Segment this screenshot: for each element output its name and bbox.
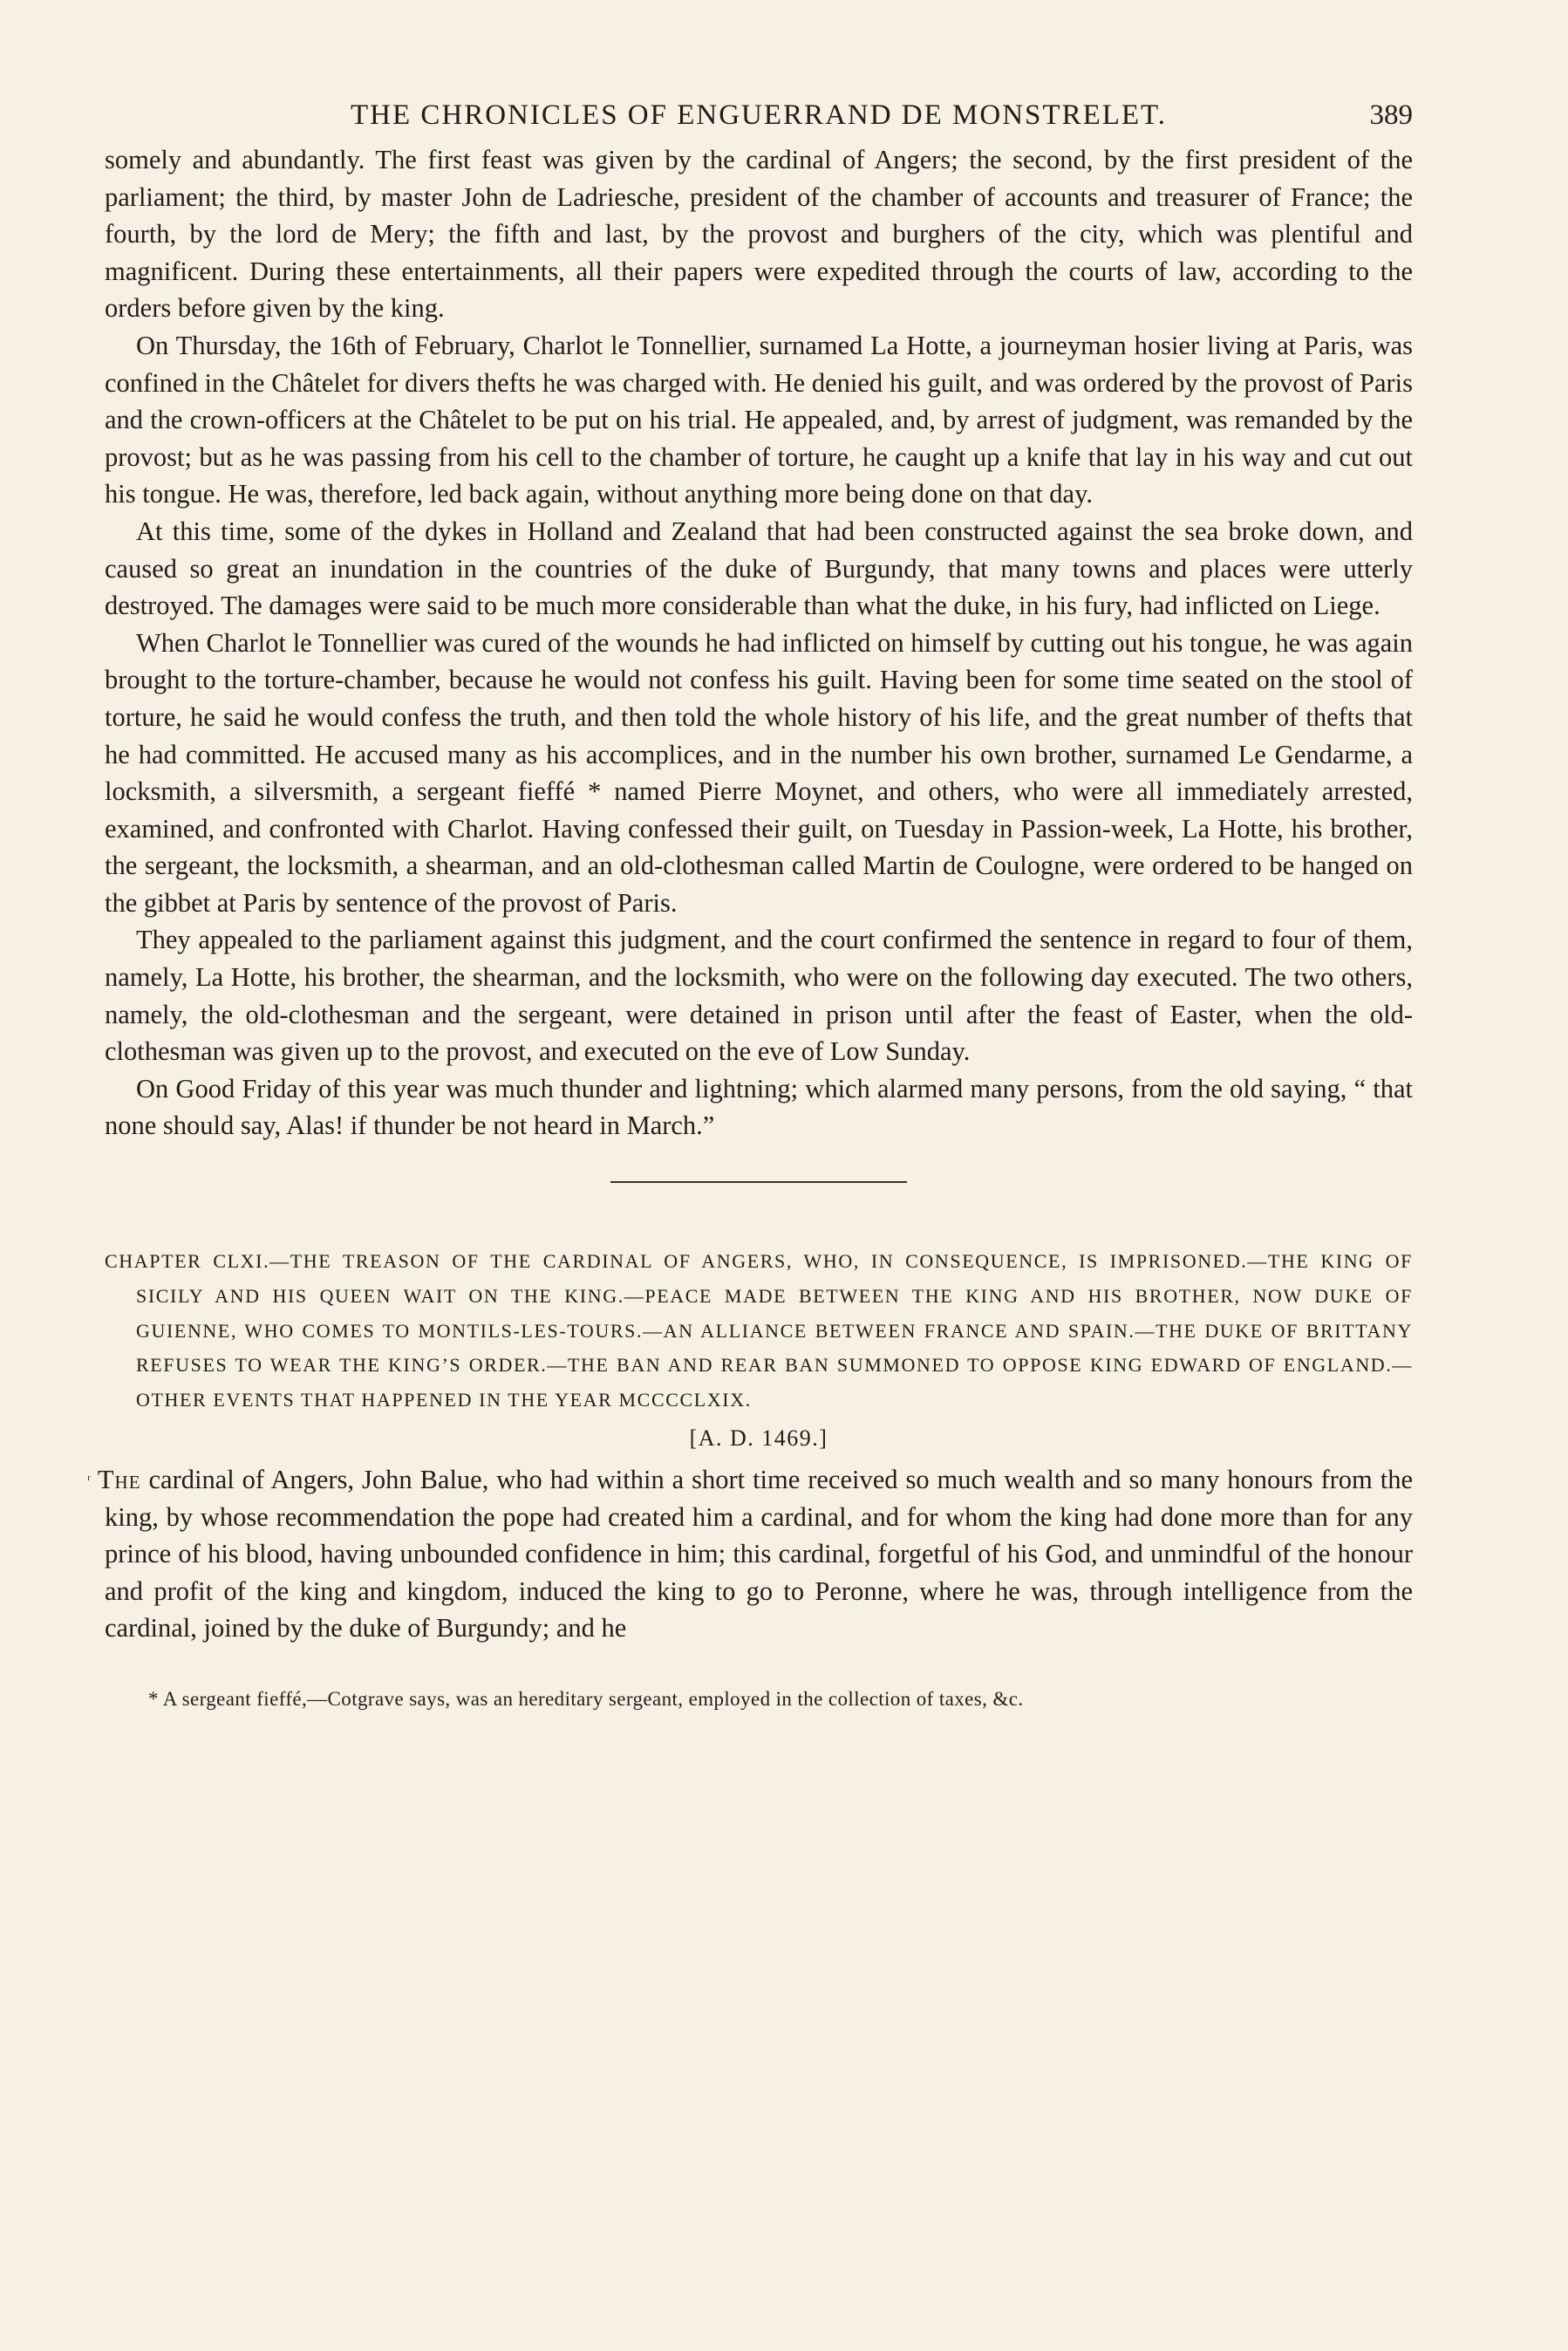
paragraph-5: They appealed to the parliament against this judgment, and the court confirmed the sentence in regard to four of them, namely, La Hotte, his brother, the shearman, and the locksmith, who were on the following day executed. The two others, namely, the old-clothesman and the sergeant, were detained in prison until after the feast of Easter, when the old-clothesman was given up to the provost, and executed on the eve of Low Sunday. [105, 925, 1413, 1067]
chapter-opening-word: The [97, 1465, 141, 1495]
paragraph-4: When Charlot le Tonnellier was cured of the wounds he had inflicted on himself by cutting out his tongue, he was again brought to the torture-chamber, because he would not confess his guilt. Having been for some time seated on the stool of torture, he said he would confess the truth, and then told the whole history of his life, and the great number of thefts that he had committed. He accused many as his accomplices, and in the number his own brother, surnamed Le Gendarme, a locksmith, a silversmith, a sergeant fieffé * named Pierre Moynet, and others, who were all immediately arrested, examined, and confronted with Charlot. Having confessed their guilt, on Tuesday in Passion-week, La Hotte, his brother, the sergeant, the locksmith, a shearman, and an old-clothesman called Martin de Coulogne, were ordered to be hanged on the gibbet at Paris by sentence of the provost of Paris. [105, 627, 1413, 918]
footnote: * A sergeant fieffé,—Cotgrave says, was an hereditary sergeant, employed in the collection of taxes, &c. [148, 1687, 1024, 1710]
paragraph-1: somely and abundantly. The first feast was given by the cardinal of Angers; the second, by the first president of the parliament; the third, by master John de Ladriesche, president of the chamber of accounts and treasurer of France; the fourth, by the lord de Mery; the fifth and last, by the provost and burghers of the city, which was plentiful and magnificent. During these entertainments, all their papers were expedited through the courts of law, according to the orders before given by the king. [105, 145, 1413, 324]
paragraph-3: At this time, some of the dykes in Holland and Zealand that had been constructed against the sea broke down, and caused so great an inundation in the countries of the duke of Burgundy, that many towns and places were utterly destroyed. The damages were said to be much more considerable than what the duke, in his fury, had inflicted on Liege. [105, 516, 1413, 621]
section-divider [610, 1181, 907, 1183]
page-number: 389 [1369, 99, 1413, 131]
book-page [87, 89, 1413, 1715]
paragraph-2: On Thursday, the 16th of February, Charlot le Tonnellier, surnamed La Hotte, a journeyman hosier living at Paris, was confined in the Châtelet for divers thefts he was charged with. He denied his guilt, and was ordered by the provost of Paris and the crown-officers at the Châtelet to be put on his trial. He appealed, and, by arrest of judgment, was remanded by the provost; but as he was passing from his cell to the chamber of torture, he caught up a knife that lay in his way and cut out his tongue. He was, therefore, led back again, without anything more being done on that day. [105, 330, 1413, 509]
body-text [105, 141, 1413, 1145]
paragraph-6: On Good Friday of this year was much thunder and lightning; which alarmed many persons, from the old saying, “ that none should say, Alas! if thunder be not heard in March.” [105, 1073, 1413, 1141]
running-title: THE CHRONICLES OF ENGUERRAND DE MONSTRELET. [350, 99, 1168, 131]
margin-mark: ʳ [87, 1471, 91, 1489]
running-header [105, 89, 1413, 141]
chapter-text [87, 1461, 1413, 1647]
chapter-paragraph [87, 1461, 1413, 1647]
chapter-paragraph-text: cardinal of Angers, John Balue, who had within a short time received so much wealth and so many honours from the king, by whose recommendation the pope had created him a cardinal, and for whom the king had done more than for any prince of his blood, having unbounded confidence in him; this cardinal, forgetful of his God, and unmindful of the honour and profit of the king and kingdom, induced the king to go to Peronne, where he was, through intelligence from the cardinal, joined by the duke of Burgundy; and he [105, 1465, 1413, 1644]
chapter-date: [A. D. 1469.] [689, 1425, 828, 1452]
chapter-heading: CHAPTER CLXI.—THE TREASON OF THE CARDINAL OF ANGERS, WHO, IN CONSEQUENCE, IS IMPRISONED.—THE KING OF SICILY AND HIS QUEEN WAIT ON THE KING.—PEACE MADE BETWEEN THE KING AND HIS BROTHER, NOW DUKE OF GUIENNE, WHO COMES TO MONTILS-LES-TOURS.—AN ALLIANCE BETWEEN FRANCE AND SPAIN.—THE DUKE OF BRITTANY REFUSES TO WEAR THE KING’S ORDER.—THE BAN AND REAR BAN SUMMONED TO OPPOSE KING EDWARD OF ENGLAND.—OTHER EVENTS THAT HAPPENED IN THE YEAR MCCCCLXIX. [105, 1250, 1413, 1411]
